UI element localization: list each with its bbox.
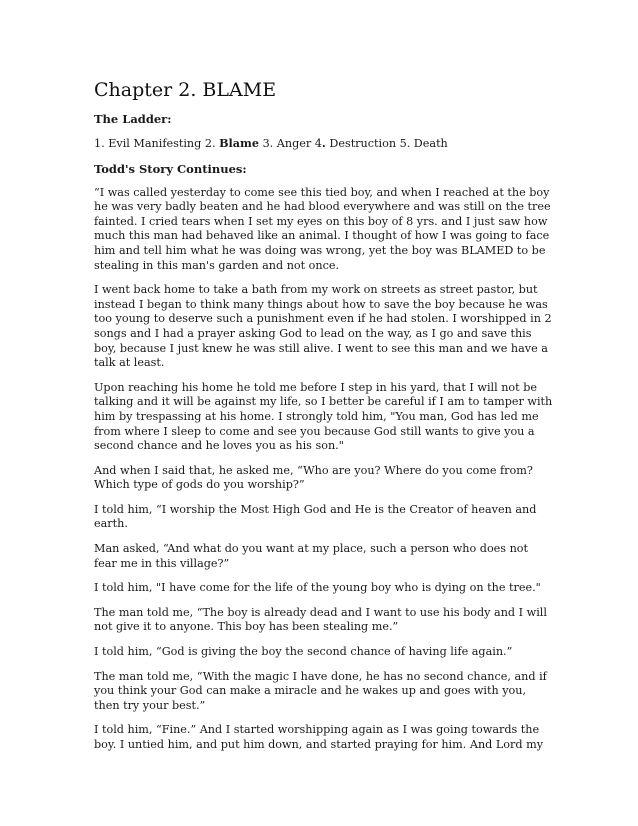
ladder-steps	[94, 136, 554, 152]
ladder-step-3-4: 3. Anger 4	[262, 137, 322, 150]
document-page	[94, 78, 554, 763]
ladder-step-1-2: 1. Evil Manifesting 2.	[94, 137, 216, 150]
ladder-heading: The Ladder:	[94, 112, 172, 126]
story-paragraph: Upon reaching his home he told me before I step in his yard, that I will not be talking and it will be against my life, so I better be careful if I am to tamper with him by trespassing at his home. I strongly told him, "You man, God has led me from where I sleep to come and see you because God still wants to give you a second chance and he loves you as his son."	[94, 380, 553, 453]
ladder-step-dot: .	[321, 136, 326, 150]
story-paragraph: I told him, “I worship the Most High God and He is the Creator of heaven and earth.	[94, 502, 537, 531]
ladder-step-blame: Blame	[219, 136, 259, 150]
story-paragraph: I told him, “God is giving the boy the second chance of having life again.”	[94, 645, 513, 659]
story-paragraph: Man asked, “And what do you want at my place, such a person who does not fear me in this village?”	[94, 542, 529, 570]
chapter-title: Chapter 2. BLAME	[94, 79, 277, 101]
story-paragraph: I went back home to take a bath from my work on streets as street pastor, but instead I began to think many things about how to save the boy because he was too young to deserve such a punishment even if he had stolen. I worshipped in 2 songs and I had a prayer asking God to lead on the way, as I go and save this boy, because I just knew he was still alive. I went to see this man and we have a talk at least.	[94, 283, 552, 370]
story-paragraph: I told him, “Fine.” And I started worshipping again as I was going towards the boy. I untied him, and put him down, and started praying for him. And Lord my	[94, 723, 544, 751]
ladder-step-5: Destruction 5. Death	[329, 137, 448, 150]
story-paragraph: “I was called yesterday to come see this tied boy, and when I reached at the boy he was very badly beaten and he had blood everywhere and was still on the tree fainted. I cried tears when I set my eyes on this boy of 8 yrs. and I just saw how much this man had behaved like an animal. I thought of how I was going to face him and tell him what he was doing was wrong, yet the boy was BLAMED to be stealing in this man's garden and not once.	[94, 185, 551, 272]
story-paragraph: The man told me, “The boy is already dead and I want to use his body and I will not give it to anyone. This boy has been stealing me.”	[94, 605, 547, 634]
story-paragraph: I told him, "I have come for the life of the young boy who is dying on the tree."	[94, 581, 541, 595]
story-paragraph: And when I said that, he asked me, “Who are you? Where do you come from? Which type of gods do you worship?”	[94, 463, 533, 492]
story-paragraph: The man told me, “With the magic I have done, he has no second chance, and if you think your God can make a miracle and he wakes up and goes with you, then try your best.”	[94, 669, 547, 712]
story-heading: Todd's Story Continues:	[94, 161, 247, 176]
